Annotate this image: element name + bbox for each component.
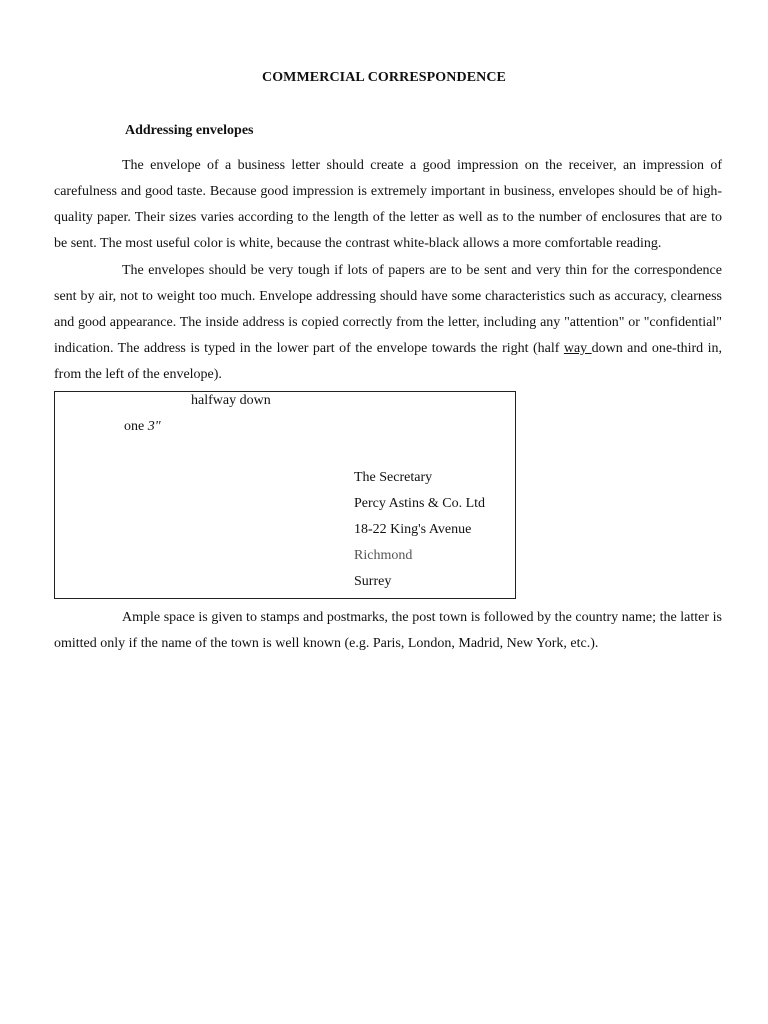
- paragraph-stamps-postmarks: Ample space is given to stamps and postmarks, the post town is followed by the country name; the latter is omitted only if the name of the town is well known (e.g. Paris, London, Madrid, New York, etc.).: [54, 610, 722, 651]
- paragraph-text-part: down and one-third in, from the left of the envelope).: [54, 341, 723, 382]
- note-measure: 3": [147, 419, 161, 434]
- address-line-company: Percy Astins & Co. Ltd: [354, 496, 486, 511]
- page-title: COMMERCIAL CORRESPONDENCE: [261, 70, 506, 85]
- section-heading: Addressing envelopes: [125, 123, 254, 138]
- note-text: one: [124, 419, 148, 434]
- underlined-word: way: [563, 341, 592, 356]
- envelope-diagram: [54, 391, 516, 599]
- paragraph-envelope-addressing: [54, 258, 722, 388]
- address-line-street: 18-22 King's Avenue: [354, 522, 472, 537]
- paragraph-envelope-impression: The envelope of a business letter should create a good impression on the receiver, an impression of carefulness and good taste. Because good impression is extremely important in business, envelopes should be of high-quality paper. Their sizes varies according to the length of the letter as well as to the number of enclosures that are to be sent. The most useful color is white, because the contrast white-black allows a more comfortable reading.: [54, 158, 722, 251]
- address-line-recipient: The Secretary: [354, 470, 433, 485]
- address-line-county: Surrey: [354, 574, 392, 589]
- envelope-note-halfway: halfway down: [191, 393, 271, 408]
- envelope-note-one-third: [124, 419, 161, 435]
- address-line-town: Richmond: [354, 548, 413, 563]
- paragraph-text-part: The envelopes should be very tough if lots of papers are to be sent and very thin for the correspondence sent by air, not to weight too much. Envelope addressing should have some characteristics such as accuracy, clearness and good appearance. The inside address is copied correctly from the letter, including any "attention" or "confidential" indication. The address is typed in the lower part of the envelope towards the right (half: [54, 263, 722, 356]
